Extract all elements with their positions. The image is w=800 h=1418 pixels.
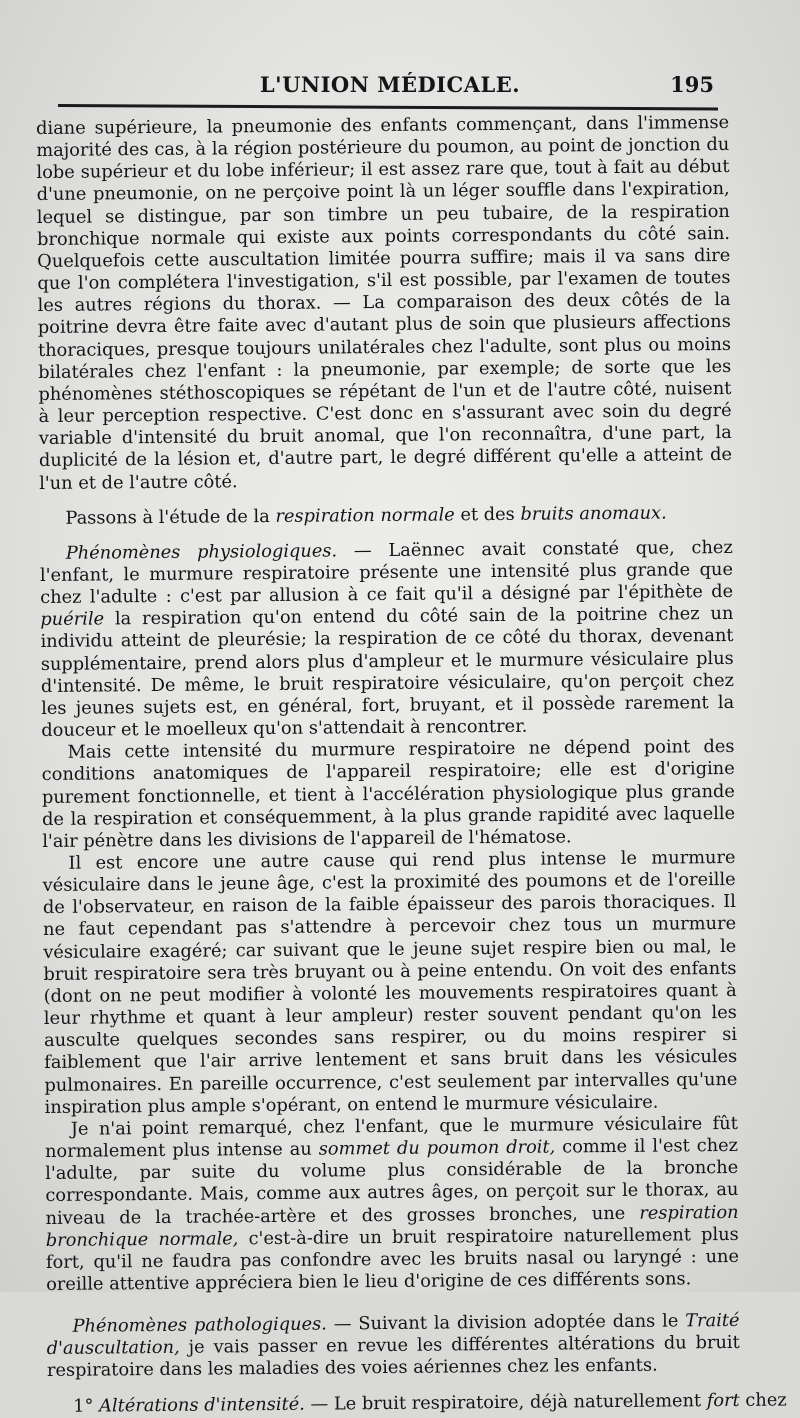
paragraph-text: et des	[454, 503, 521, 526]
page-header	[60, 72, 720, 106]
emphasis-text: puérile	[40, 608, 105, 631]
subheading-physiological: Phénomènes physiologiques.	[65, 540, 338, 564]
page-number: 195	[670, 72, 714, 97]
paragraph-text: — Suivant la division adoptée dans le	[326, 1310, 686, 1335]
paragraph-text: c'est-à-dire un bruit respiratoire naturellement plus fort, qu'il ne faudra pas confondre avec les bruits nasal ou laryngé : une oreille attentive appréciera bien le lieu d'origine de ces différents sons.	[45, 1223, 740, 1295]
paragraph-intensity-origin: Mais cette intensité du murmure respiratoire ne dépend point des conditions anatomiques de l'appareil respiratoire; elle est d'origine purement fonctionnelle, et tient à l'accélération physiologique plus grande de la respiration et conséquemment, à la plus grande rapidité avec laquelle l'air pénètre dans les divisions de l'appareil de l'hématose.	[41, 736, 736, 852]
emphasis-text: respiration bronchique normale,	[45, 1201, 739, 1251]
running-title: L'UNION MÉDICALE.	[259, 72, 521, 97]
paragraph-text: la respiration qu'on entend du côté sain de la poitrine chez un individu atteint de pleurésie; la respiration de ce côté du thorax, devenant supplémentaire, prend alors plus d'ampleur et le murmure vésiculaire plus d'intensité. De même, le bruit respiratoire vésiculaire, qu'on perçoit chez les jeunes sujets est, en général, fort, bruyant, et il possède rarement la douceur et le moelleux qu'on s'attendait à rencontrer.	[40, 603, 735, 742]
subheading-pathological: Phénomènes pathologiques.	[72, 1313, 327, 1337]
section-number: 1°	[73, 1395, 94, 1417]
body-text	[36, 111, 787, 1418]
emphasis-text: respiration normale	[275, 504, 455, 527]
paragraph-text: comme il l'est chez l'adulte, par suite du volume plus considérable de la bronche correspondante. Mais, comme aux autres âges, on perçoit sur le thorax, au niveau de la trachée-artère et des grosses bronches, une	[45, 1134, 739, 1229]
emphasis-text: fort	[706, 1389, 740, 1411]
paragraph-pneumonia-auscultation: diane supérieure, la pneumonie des enfants commençant, dans l'immense majorité des cas, à la région postérieure du poumon, au point de jonction du lobe supérieur et du lobe inférieur; il est assez rare que, tout à fait au début d'une pneumonie, on ne perçoive point là un léger souffle dans l'expiration, lequel se distingue, par son timbre un peu tubaire, de la respiration bronchique normale qui existe aux points correspondants du côté sain. Quelquefois cette auscultation limitée pourra suffire; mais il va sans dire que l'on complétera l'investigation, s'il est possible, par l'examen de toutes les autres régions du thorax. — La comparaison des deux côtés de la poitrine devra être faite avec d'autant plus de soin que plusieurs affections thoraciques, presque toujours unilatérales chez l'adulte, sont plus ou moins bilatérales chez l'enfant : la pneumonie, par exemple; de sorte que les phénomènes stéthoscopiques se répétant de l'un et de l'autre côté, nuisent à leur perception respective. C'est donc en s'assurant avec soin du degré variable d'intensité du bruit anomal, que l'on reconnaîtra, d'une part, la duplicité de la lésion et, d'autre part, le degré différent qu'elle a atteint de l'un et de l'autre côté.	[36, 111, 733, 494]
paragraph-transition	[39, 502, 732, 530]
paragraph-text: Passons à l'étude de la	[65, 505, 276, 529]
paragraph-text: je vais passer en revue les différentes altérations du bruit respiratoire dans les maladies des voies aériennes chez les enfants.	[46, 1332, 740, 1382]
subheading-intensity-alterations: Altérations d'intensité.	[99, 1393, 305, 1417]
emphasis-text: sommet du poumon droit,	[318, 1136, 556, 1160]
emphasis-text: bruits anomaux.	[520, 502, 667, 525]
paragraph-text: — Laënnec avait constaté que, chez l'enfant, le murmure respiratoire présente une intensité plus grande que chez l'adulte : c'est par allusion à ce fait qu'il a désigné par l'épithète de	[39, 536, 734, 609]
paragraph-text: — Le bruit respiratoire, déjà naturellement	[304, 1389, 707, 1415]
paragraph-pathological	[46, 1310, 740, 1383]
paragraph-physiological	[40, 537, 735, 742]
paragraph-intensity-alterations	[47, 1389, 787, 1417]
paragraph-right-lung	[45, 1113, 740, 1296]
paragraph-text: Je n'ai point remarqué, chez l'enfant, que le murmure vésiculaire fût normalement plus intense au	[44, 1112, 738, 1162]
emphasis-text: Traité d'auscultation,	[46, 1310, 740, 1360]
paragraph-text: chez	[739, 1389, 787, 1411]
paragraph-other-cause: Il est encore une autre cause qui rend plus intense le murmure vésiculaire dans le jeune âge, c'est la proximité des poumons et de l'oreille de l'observateur, en raison de la faible épaisseur des parois thoraciques. Il ne faut cependant pas s'attendre à percevoir chez tous un murmure vésiculaire exagéré; car suivant que le jeune sujet respire bien ou mal, le bruit respiratoire sera très bruyant ou à peine entendu. On voit des enfants (dont on ne peut modifier à volonté les mouvements respiratoires quant à leur rhythme et quant à leur ampleur) rester souvent pendant qu'on les ausculte quelques secondes sans respirer, ou du moins respirer si faiblement que l'air arrive lentement et sans bruit dans les vésicules pulmonaires. En pareille occurrence, c'est seulement par intervalles qu'une inspiration plus ample s'opérant, on entend le murmure vésiculaire.	[42, 846, 738, 1118]
